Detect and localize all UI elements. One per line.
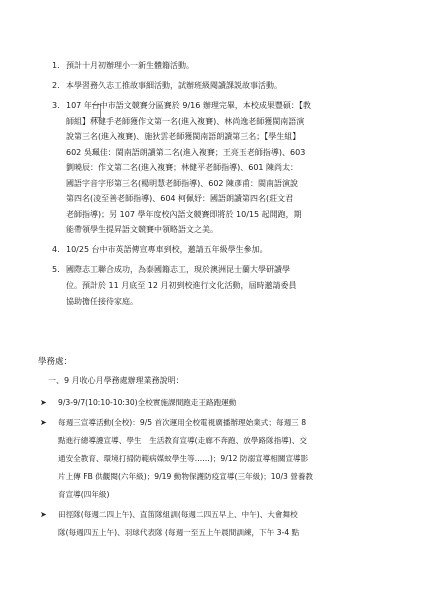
arrow-item-text: 9/3-9/7(10:10-10:30)全校實施課間跑走王路跑運動 [58, 398, 237, 407]
item-text: 本學習務久志工推故事細活動，試辦班級閱讀課説故事活動。 [66, 81, 282, 90]
arrow-list-item [40, 506, 392, 542]
section-heading: 學務處： [38, 357, 73, 367]
item-number: 3. [52, 101, 60, 110]
arrow-list-item [40, 394, 392, 412]
numbered-item [52, 98, 392, 238]
arrow-list-item [40, 414, 392, 504]
numbered-item [52, 262, 392, 310]
item-text: 國際志工聯合成功，為泰國籍志工，現於澳洲昆士蘭大學研讀學 位。預計於 11 月底至 12 月初到校進行文化活動，屆時邀請委員 協助擔任接待家庭。 [66, 264, 297, 306]
item-number: 2. [52, 81, 60, 90]
section-subheading: 一、9 月收心月學務處辦理業務說明： [48, 376, 184, 385]
item-text: 10/25 台中市英語傳宣專車到校，邀請五年級學生參加。 [66, 244, 268, 254]
arrow-item-text: 田徑隊(每週二四上午)、直笛隊組訓(每週二四五早上、中午)、大會舞校 隊(每週四五上午)、羽球代表隊 (每週一至五上午晨間訓練，下午 3-4 點 [58, 510, 300, 537]
item-text: 107 年台中市語文競賽分區賽於 9/16 辦理完畢，本校成果豐碩：【教 師組】林健手老師獲作文第一名(進入複賽)、林尚逸老師獲閩南語演 說第三名(進入複賽)、施狄雲老師獲閩南語朗讀第三名；【學生組】 602 吳珮佳：閩南語朗讀第二名(進入複賽；王亮玉老師指導)、603 劉曉辰：作文第二名(進入複賽；林健平老師指導)、601 陳尚太： 國語字音字形第三名(楊明慧老師指導)、602 陳彥甫：閩南語演說 第四名(凌至善老師指導)、604 柯佩妤：國語朗讀第四名(莊文君 老師指導)；另 107 學年度校內語文競賽即將於 10/15 起開跑，期 能帶領學生提昇語文競賽中領略語文之美。 [66, 101, 311, 234]
arrowhead-bullet-icon: ➤ [40, 418, 47, 427]
numbered-item [52, 78, 392, 94]
numbered-item [52, 242, 392, 258]
item-text: 預計十月初辦理小一新生體籍活動。 [66, 61, 194, 70]
item-number: 4. [52, 244, 60, 254]
item-number: 5. [52, 264, 60, 274]
arrow-item-text: 每週三宣導活動(全校)：9/5 首次運用全校電視廣播辦理始業式；每週三 8 點進行總導護宣導、學生 生活教育宣導(走廊不奔跑、放學路隊指導)、交 通安全教育、環境打掃防範病媒蚊學生等……)；9/12 防溺宣導相關宣導影 片上傳 FB 供觀閱(六年級)；9/19 動物保護防疫宣導(三年級)；10/3 營養教 育宣導(四年級) [58, 418, 314, 499]
numbered-item [52, 58, 392, 74]
numbered-item-list [52, 58, 392, 314]
arrowhead-bullet-icon: ➤ [40, 510, 47, 519]
arrowhead-bullet-icon: ➤ [40, 398, 47, 407]
item-number: 1. [52, 61, 60, 70]
arrow-item-list [40, 394, 392, 544]
